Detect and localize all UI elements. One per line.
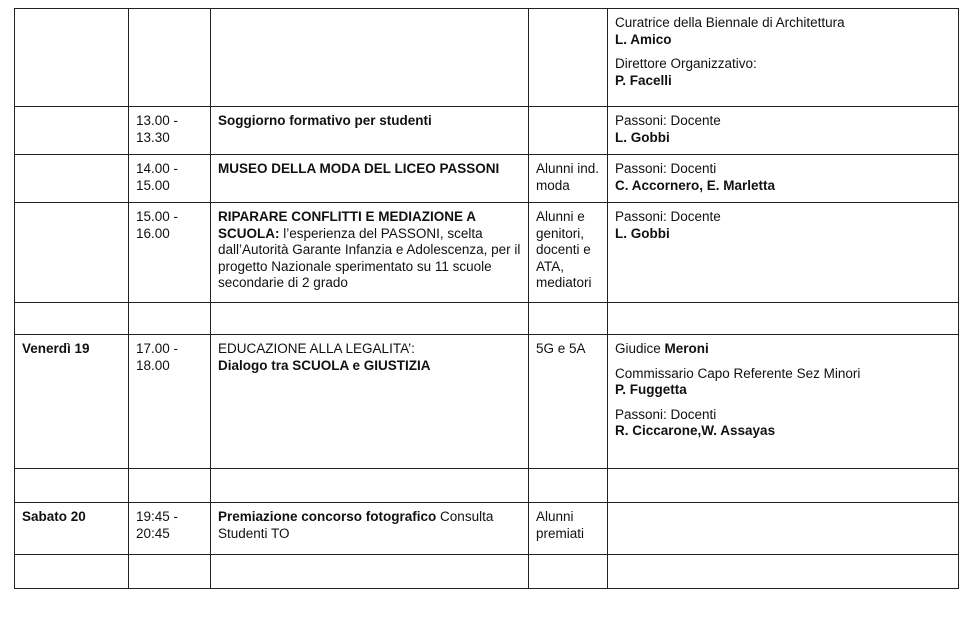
speaker-entry <box>615 56 951 89</box>
time-range: 17.00 - 18.00 <box>136 341 179 373</box>
event-cell <box>211 9 529 107</box>
day-cell <box>15 9 129 107</box>
speaker-role: Passoni: Docente <box>615 113 721 128</box>
speaker-entry <box>615 161 951 194</box>
speaker-entry <box>615 113 951 146</box>
speaker-role: Passoni: Docenti <box>615 161 717 176</box>
table-row <box>15 107 959 155</box>
speakers-cell <box>608 335 959 469</box>
event-cell <box>211 203 529 303</box>
table-row <box>15 9 959 107</box>
schedule-body <box>15 9 959 589</box>
speaker-name: Meroni <box>664 341 709 356</box>
speakers-cell <box>608 107 959 155</box>
day-cell: Sabato 20 <box>15 503 129 555</box>
speakers-cell <box>608 203 959 303</box>
day-cell: Venerdì 19 <box>15 335 129 469</box>
event-cell <box>211 555 529 589</box>
event-cell <box>211 107 529 155</box>
audience-cell: 5G e 5A <box>529 335 608 469</box>
time-cell <box>129 503 211 555</box>
audience-cell: Alunni e genitori, docenti e ATA, mediatori <box>529 203 608 303</box>
time-cell <box>129 107 211 155</box>
time-cell <box>129 9 211 107</box>
table-row <box>15 503 959 555</box>
event-text: Consulta Studenti TO <box>218 509 494 541</box>
time-cell <box>129 203 211 303</box>
day-cell <box>15 469 129 503</box>
speaker-name: L. Amico <box>615 31 672 47</box>
audience-cell <box>529 9 608 107</box>
table-row <box>15 155 959 203</box>
speaker-name: P. Fuggetta <box>615 382 687 397</box>
speaker-name: C. Accornero, E. Marletta <box>615 177 776 193</box>
speaker-name: P. Facelli <box>615 72 672 88</box>
event-text: Soggiorno formativo per studenti <box>218 113 432 128</box>
time-range: 13.00 - 13.30 <box>136 113 179 145</box>
speakers-cell <box>608 303 959 335</box>
audience-cell: Alunni premiati <box>529 503 608 555</box>
table-row <box>15 555 959 589</box>
speaker-role: Direttore Organizzativo: <box>615 56 757 71</box>
event-text: RIPARARE CONFLITTI E MEDIAZIONE A SCUOLA: <box>218 209 476 241</box>
day-cell <box>15 203 129 303</box>
speakers-cell <box>608 503 959 555</box>
speaker-name: L. Gobbi <box>615 129 670 145</box>
speaker-role: Curatrice della Biennale di Architettura <box>615 15 845 30</box>
time-range: 14.00 - 15.00 <box>136 161 179 193</box>
speaker-role: Commissario Capo Referente Sez Minori <box>615 365 861 381</box>
day-cell <box>15 303 129 335</box>
day-cell <box>15 555 129 589</box>
time-cell <box>129 335 211 469</box>
table-row <box>15 203 959 303</box>
speaker-entry <box>615 209 951 242</box>
day-cell <box>15 155 129 203</box>
time-cell <box>129 155 211 203</box>
event-cell <box>211 155 529 203</box>
table-row <box>15 303 959 335</box>
speaker-entry <box>615 15 951 48</box>
speaker-name: L. Gobbi <box>615 225 670 241</box>
speaker-entry <box>615 407 951 440</box>
time-range: 15.00 - 16.00 <box>136 209 179 241</box>
speakers-cell <box>608 469 959 503</box>
audience-cell <box>529 303 608 335</box>
day-cell <box>15 107 129 155</box>
audience-cell <box>529 555 608 589</box>
event-cell <box>211 303 529 335</box>
time-range: 19:45 - 20:45 <box>136 509 179 541</box>
event-text: Premiazione concorso fotografico <box>218 509 437 524</box>
schedule-table <box>14 8 959 589</box>
speakers-cell <box>608 555 959 589</box>
time-cell <box>129 303 211 335</box>
speakers-cell <box>608 9 959 107</box>
event-text: l’esperienza del PASSONI, scelta dall’Autorità Garante Infanzia e Adolescenza, per il progetto Nazionale sperimentato su 11 scuole secondarie di 2 grado <box>218 225 521 290</box>
event-text: EDUCAZIONE ALLA LEGALITA’: <box>218 341 415 356</box>
audience-cell <box>529 107 608 155</box>
audience-cell: Alunni ind. moda <box>529 155 608 203</box>
event-cell <box>211 335 529 469</box>
speaker-role: Passoni: Docente <box>615 209 721 224</box>
event-cell <box>211 469 529 503</box>
speaker-role: Passoni: Docenti <box>615 406 717 422</box>
audience-cell <box>529 469 608 503</box>
time-cell <box>129 555 211 589</box>
speaker-name: R. Ciccarone,W. Assayas <box>615 423 776 438</box>
event-text: Dialogo tra SCUOLA e GIUSTIZIA <box>218 357 431 373</box>
speaker-entry <box>615 366 951 399</box>
speaker-entry <box>615 341 951 358</box>
speakers-cell <box>608 155 959 203</box>
table-row <box>15 335 959 469</box>
event-cell <box>211 503 529 555</box>
speaker-role: Giudice <box>615 341 665 356</box>
event-text: MUSEO DELLA MODA DEL LICEO PASSONI <box>218 161 500 176</box>
time-cell <box>129 469 211 503</box>
table-row <box>15 469 959 503</box>
